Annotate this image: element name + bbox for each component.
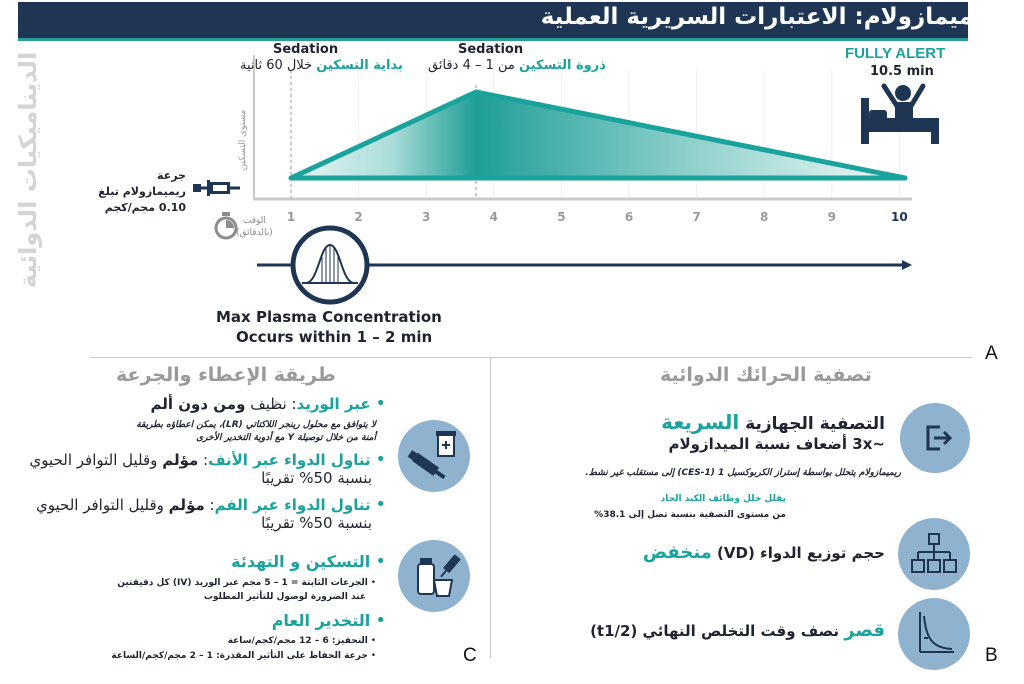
x-tick-label: 9 xyxy=(827,210,836,224)
x-tick-label: 10 xyxy=(891,210,908,224)
onset-label: بداية التسكين خلال 60 ثانية xyxy=(240,58,403,73)
y-axis-label: مستوى التسكين xyxy=(238,109,248,171)
x-tick-label: 2 xyxy=(354,210,363,224)
max-plasma-line2: Occurs within 1 – 2 min xyxy=(236,328,433,346)
bell-curve-icon xyxy=(293,228,367,302)
person-awake-icon xyxy=(861,85,939,144)
iv-note-1: لا يتوافق مع محلول رينجر اللاكتاتي (LR)، يمكن اعطاؤه بطريقة xyxy=(136,420,376,430)
peak-label: ذروة التسكين من 1 – 4 دقائق xyxy=(428,58,606,73)
anesthesia-note-2: • جرعة الحفاظ على التأثير المقدرة: 1 – 2 مجم/كجم/الساعة xyxy=(111,651,376,661)
sedation-note-2: عند الضرورة لوصول للتأثير المطلوب xyxy=(203,592,366,602)
clearance-title: التصفية الجهازية السريعة xyxy=(661,410,885,434)
x-tick-label: 7 xyxy=(692,210,701,224)
vd-label: حجم توزيع الدواء (VD) منخفض xyxy=(642,542,885,563)
distribution-icon xyxy=(898,518,970,590)
oral-item: • تناول الدواء عبر الفم: مؤلم وقليل التوافر الحيوي xyxy=(36,494,386,515)
x-ticks xyxy=(287,210,908,224)
panel-c-letter: C xyxy=(463,645,477,666)
syringe-icon xyxy=(193,180,240,196)
ces-note: ريميمازولام يتحلل بواسطة إستراز الكربوكسيل 1 (CES-1) إلى مستقلب غير نشط. xyxy=(585,468,901,478)
anesthesia-note-1: • التحفيز: 6 – 12 مجم/كجم/ساعة xyxy=(227,636,376,646)
sedation-item: • التسكين و التهدئة xyxy=(231,551,386,572)
panel-a-letter: A xyxy=(985,343,998,364)
liver-note-1: يقلل خلل وظائف الكبد الحاد xyxy=(660,494,786,504)
timeline-arrow xyxy=(902,260,912,270)
panel-c-heading: طريقة الإعطاء والجرعة xyxy=(116,364,336,386)
x-tick-label: 3 xyxy=(422,210,431,224)
stopwatch-icon xyxy=(216,212,236,238)
max-plasma-line1: Max Plasma Concentration xyxy=(216,308,442,326)
time-label: الوقت (بالدقائق) xyxy=(236,216,273,238)
side-label: الديناميكيات الدوائية xyxy=(14,51,42,289)
horizontal-divider xyxy=(90,357,972,358)
half-life-label: قصر نصف وقت التخلص النهائي (t1/2) xyxy=(590,620,885,641)
page-title: ريميمازولام: الاعتبارات السريرية العملية xyxy=(540,4,996,30)
injection-icon xyxy=(398,420,470,492)
dose-label: جرعة ريميمازولام تبلغ 0.10 مجم/كجم xyxy=(98,169,186,214)
anesthesia-item: • التخدير العام xyxy=(271,610,386,631)
panel-b-letter: B xyxy=(985,645,998,666)
onset-label-en: Sedation xyxy=(273,42,339,57)
x-tick-label: 8 xyxy=(760,210,769,224)
fully-alert-time: 10.5 min xyxy=(870,64,934,79)
liver-note-2: من مستوى التصفية بنسبة تصل إلى 38.1% xyxy=(594,510,786,520)
fully-alert-label: FULLY ALERT xyxy=(845,45,946,62)
x-tick-label: 4 xyxy=(489,210,498,224)
x-tick-label: 1 xyxy=(286,210,296,224)
x-tick-label: 5 xyxy=(557,210,566,224)
oral-medication-icon xyxy=(398,540,470,612)
iv-note-2: أمنة من خلال توصيلة Y مع أدوية التخدير الأخرى xyxy=(196,433,376,443)
half-life-icon xyxy=(898,598,970,670)
vertical-divider xyxy=(490,358,491,658)
x-tick-label: 6 xyxy=(624,210,634,224)
nasal-line2: بنسبة 50% تقريبًا xyxy=(261,469,372,487)
exit-icon xyxy=(900,403,970,473)
oral-line2: بنسبة 50% تقريبًا xyxy=(261,514,372,532)
clearance-subtitle: ~3x أضعاف نسبة الميدازولام xyxy=(668,435,885,453)
sedation-note-1: • الجرعات الثابتة = 1 – 5 مجم عبر الوريد (IV) كل دقيقتين xyxy=(117,578,376,588)
iv-item: • عبر الوريد: نظيف ومن دون ألم xyxy=(150,393,386,414)
nasal-item: • تناول الدواء عبر الأنف: مؤلم وقليل التوافر الحيوي xyxy=(29,449,386,470)
peak-label-en: Sedation xyxy=(458,42,524,57)
panel-b-heading: تصفية الحرائك الدوائية xyxy=(660,364,872,386)
